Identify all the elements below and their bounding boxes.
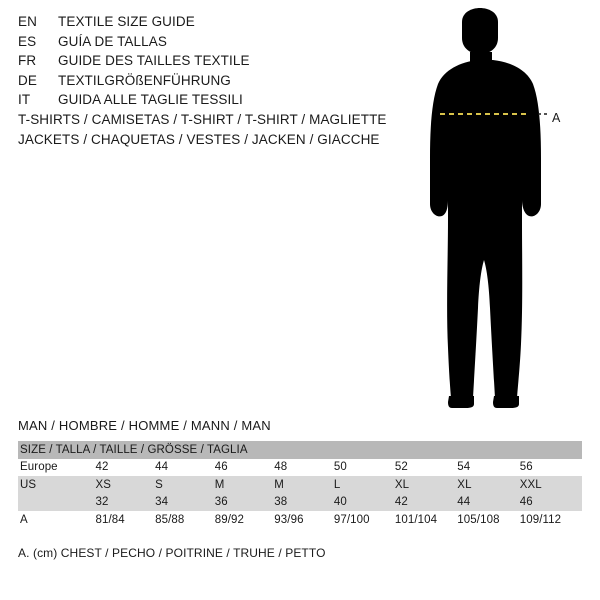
cell: 81/84 bbox=[96, 511, 156, 529]
size-table bbox=[18, 441, 582, 529]
cell: S bbox=[155, 476, 215, 494]
table-header-label: SIZE / TALLA / TAILLE / GRÖSSE / TAGLIA bbox=[18, 441, 582, 459]
male-figure-illustration bbox=[400, 8, 600, 408]
language-title: TEXTILGRÖßENFÜHRUNG bbox=[58, 72, 231, 88]
table-row bbox=[18, 476, 582, 494]
cell: 38 bbox=[274, 494, 334, 512]
language-row bbox=[18, 53, 398, 73]
cell: XL bbox=[457, 476, 519, 494]
cell: 89/92 bbox=[215, 511, 275, 529]
table-row bbox=[18, 511, 582, 529]
cell: L bbox=[334, 476, 395, 494]
row-label: A bbox=[18, 511, 96, 529]
language-title: TEXTILE SIZE GUIDE bbox=[58, 14, 195, 29]
table-row bbox=[18, 459, 582, 477]
cell: 52 bbox=[395, 459, 457, 477]
language-title: GUIDE DES TAILLES TEXTILE bbox=[58, 53, 250, 68]
cell: M bbox=[215, 476, 275, 494]
cell: 42 bbox=[96, 459, 156, 477]
language-code: ES bbox=[18, 33, 37, 49]
language-code: FR bbox=[18, 53, 37, 68]
row-label: Europe bbox=[18, 459, 96, 477]
cell: 85/88 bbox=[155, 511, 215, 529]
male-silhouette-icon bbox=[400, 8, 600, 408]
cell: 44 bbox=[155, 459, 215, 477]
language-row bbox=[18, 14, 398, 34]
cell: XXL bbox=[520, 476, 582, 494]
cell: M bbox=[274, 476, 334, 494]
cell: 34 bbox=[155, 494, 215, 512]
garment-category-list bbox=[18, 110, 438, 150]
cell: 32 bbox=[96, 494, 156, 512]
cell: 105/108 bbox=[457, 511, 519, 529]
cell: 93/96 bbox=[274, 511, 334, 529]
cell: 48 bbox=[274, 459, 334, 477]
cell: 46 bbox=[215, 459, 275, 477]
cell: 109/112 bbox=[520, 511, 582, 529]
cell: 36 bbox=[215, 494, 275, 512]
cell: 44 bbox=[457, 494, 519, 512]
row-label: US bbox=[18, 476, 96, 494]
cell: 97/100 bbox=[334, 511, 395, 529]
cell: 101/104 bbox=[395, 511, 457, 529]
table-row bbox=[18, 494, 582, 512]
language-code: EN bbox=[18, 14, 37, 29]
language-title-list bbox=[18, 14, 398, 112]
language-row bbox=[18, 73, 398, 93]
row-label bbox=[18, 494, 96, 512]
section-label-man: MAN / HOMBRE / HOMME / MANN / MAN bbox=[18, 418, 271, 433]
language-code: DE bbox=[18, 72, 37, 88]
cell: 54 bbox=[457, 459, 519, 477]
chest-measure-label: A bbox=[552, 111, 561, 125]
language-title: GUÍA DE TALLAS bbox=[58, 33, 167, 49]
cell: 42 bbox=[395, 494, 457, 512]
language-row bbox=[18, 92, 398, 112]
table-footnote: A. (cm) CHEST / PECHO / POITRINE / TRUHE / PETTO bbox=[18, 546, 326, 560]
language-row bbox=[18, 34, 398, 54]
cell: 40 bbox=[334, 494, 395, 512]
language-title: GUIDA ALLE TAGLIE TESSILI bbox=[58, 92, 243, 107]
cell: 56 bbox=[520, 459, 582, 477]
cell: 50 bbox=[334, 459, 395, 477]
cell: 46 bbox=[520, 494, 582, 512]
garment-category-jackets: JACKETS / CHAQUETAS / VESTES / JACKEN / GIACCHE bbox=[18, 132, 380, 147]
cell: XL bbox=[395, 476, 457, 494]
table-header-row bbox=[18, 441, 582, 459]
language-code: IT bbox=[18, 92, 31, 107]
garment-category-tshirts: T-SHIRTS / CAMISETAS / T-SHIRT / T-SHIRT / MAGLIETTE bbox=[18, 112, 387, 127]
cell: XS bbox=[96, 476, 156, 494]
